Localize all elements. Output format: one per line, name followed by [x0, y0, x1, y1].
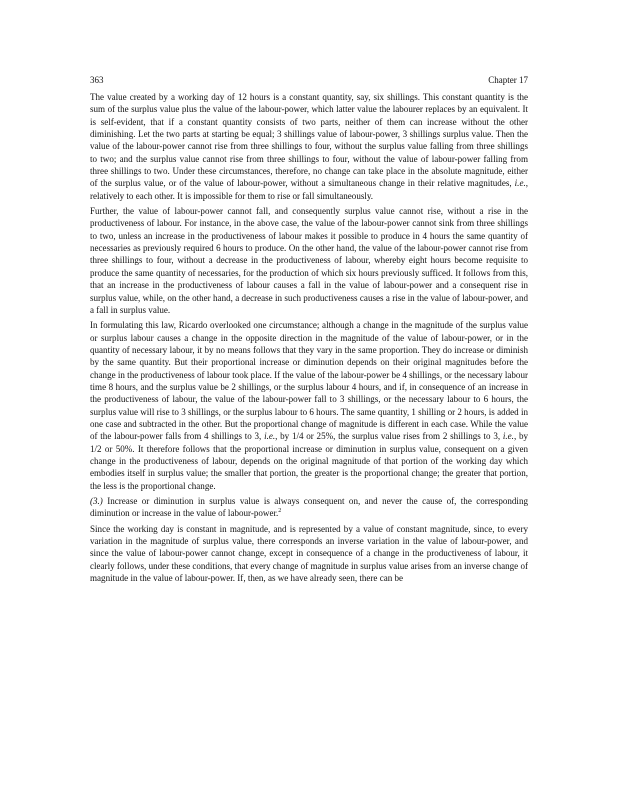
footnote-marker[interactable]: 2 [278, 508, 282, 515]
paragraph-5: Since the working day is constant in magnitude, and is represented by a value of constant magnitude, since, to every variation in the magnitude of surplus value, there corresponds an inverse variation in the value of labour-power, and since the value of labour-power cannot change, except in consequence of a change in the productiveness of labour, it clearly follows, under these conditions, that every change of magnitude in surplus value arises from an inverse change of magnitude in the value of labour-power. If, then, as we have already seen, there can be [90, 523, 528, 584]
paragraph-3: In formulating this law, Ricardo overlooked one circumstance; although a change in the magnitude of the surplus value or surplus labour causes a change in the opposite direction in the magnitude of the value of labour-power, or in the quantity of necessary labour, it by no means follows that they vary in the same proportion. They do increase or diminish by the same quantity. But their proportional increase or diminution depends on their original magnitudes before the change in the productiveness of labour took place. If the value of the labour-power be 4 shillings, or the necessary labour time 8 hours, and the surplus value be 2 shillings, or the surplus labour 4 hours, and if, in consequence of an increase in the productiveness of labour, the value of the labour-power fall to 3 shillings, or the necessary labour to 6 hours, the surplus value will rise to 3 shillings, or the surplus labour to 6 hours. The same quantity, 1 shilling or 2 hours, is added in one case and subtracted in the other. But the proportional change of magnitude is different in each case. While the value of the labour-power falls from 4 shillings to 3, i.e., by 1/4 or 25%, the surplus value rises from 2 shillings to 3, i.e., by 1/2 or 50%. It therefore follows that the proportional increase or diminution in surplus value, consequent on a given change in the productiveness of labour, depends on the original magnitude of that portion of the working day which embodies itself in surplus value; the smaller that portion, the greater is the proportional change; the greater that portion, the less is the proportional change. [90, 320, 528, 491]
paragraph-2: Further, the value of labour-power cannot fall, and consequently surplus value cannot rise, without a rise in the productiveness of labour. For instance, in the above case, the value of the labour-power cannot sink from three shillings to two, unless an increase in the productiveness of labour makes it possible to produce in 4 hours the same quantity of necessaries as previously required 6 hours to produce. On the other hand, the value of the labour-power cannot rise from three shillings to four, without a decrease in the productiveness of labour, whereby eight hours become requisite to produce the same quantity of necessaries, for the production of which six hours previously sufficed. It follows from this, that an increase in the productiveness of labour causes a fall in the value of labour-power and a consequent rise in surplus value, while, on the other hand, a decrease in such productiveness causes a rise in the value of labour-power, and a fall in surplus value. [90, 206, 528, 315]
paragraph-4: (3.) Increase or diminution in surplus value is always consequent on, and never the cause of, the corresponding diminution or increase in the value of labour-power.$^2$ [90, 496, 528, 519]
running-header [90, 74, 528, 86]
chapter-label: Chapter 17 [488, 75, 528, 85]
page-number: 363 [90, 75, 104, 85]
document-page [90, 74, 528, 587]
section-number: (3.) [90, 496, 103, 506]
paragraph-1: The value created by a working day of 12 hours is a constant quantity, say, six shillings. This constant quantity is the sum of the surplus value plus the value of the labour-power, which latter value the labourer replaces by an equivalent. It is self-evident, that if a constant quantity consists of two parts, neither of them can increase without the other diminishing. Let the two parts at starting be equal; 3 shillings value of labour-power, 3 shillings surplus value. Then the value of the labour-power cannot rise from three shillings to four, without the surplus value falling from three shillings to two; and the surplus value cannot rise from three shillings to four, without the value of labour-power falling from three shillings to two. Under these circumstances, therefore, no change can take place in the absolute magnitude, either of the surplus value, or of the value of labour-power, without a simultaneous change in their relative magnitudes, i.e., relatively to each other. It is impossible for them to rise or fall simultaneously. [90, 92, 528, 201]
